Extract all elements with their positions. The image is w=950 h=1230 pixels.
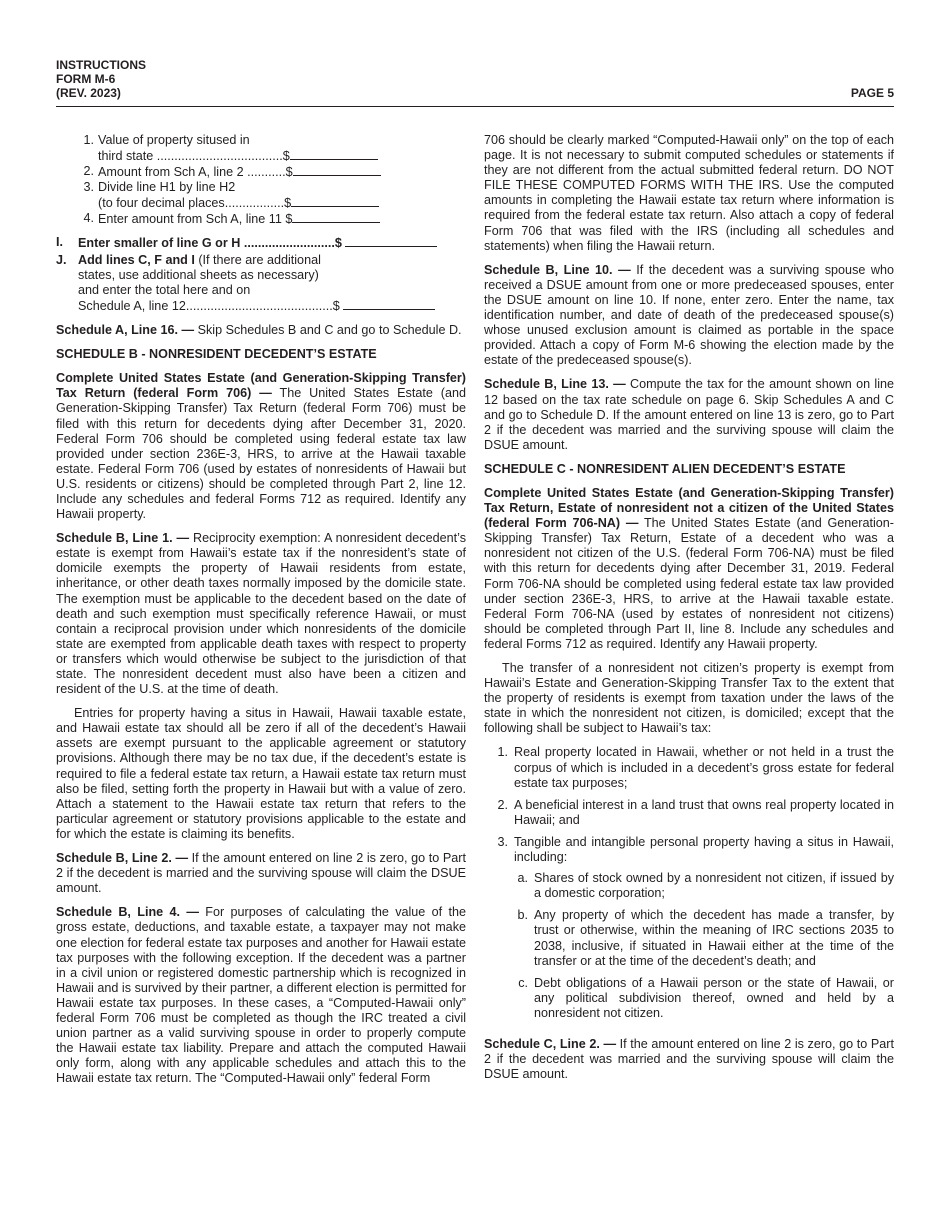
sched-a-line16 xyxy=(56,323,466,338)
line-i-blank[interactable] xyxy=(345,235,437,247)
line-j-blank[interactable] xyxy=(343,298,435,310)
line-h1-text xyxy=(98,133,466,164)
line-h-block xyxy=(56,133,466,228)
line-h1-blank[interactable] xyxy=(290,148,378,160)
sched-c-intro-head: Complete United States Estate (and Generation-Skipping Transfer) Tax Return, Estate of nonresident not a citizen of the United States (federal Form 706-NA) — xyxy=(484,485,894,531)
sched-a-line16-head: Schedule A, Line 16. — xyxy=(56,323,195,338)
line-i xyxy=(56,235,466,251)
list-item-text: Real property located in Hawaii, whether or not held in a trust the corpus of which is included in a decedent’s gross estate for federal estate tax purposes; xyxy=(514,745,894,790)
sched-c-line2-body: If the amount entered on line 2 is zero, go to Part 2 if the decedent was married and the surviving spouse will claim the DSUE amount. xyxy=(484,1036,894,1082)
line-h4-text xyxy=(98,211,466,227)
sched-b-line13-body: Compute the tax for the amount shown on line 12 based on the tax rate schedule on page 6. Skip Schedules A and C and go to Schedule D. If the amount entered on line 13 is zero, go to Part 2 if the decedent was married and the surviving spouse will claim the DSUE amount. xyxy=(484,377,895,452)
sub-list-item-text: Shares of stock owned by a nonresident not citizen, if issued by a domestic corporation; xyxy=(534,871,894,901)
sub-list-item-text: Any property of which the decedent has made a transfer, by trust or otherwise, within the meaning of IRC sections 2035 to 2038, inclusive, if situated in Hawaii either at the time of the transfer or at the time of the decedent’s death; and xyxy=(534,908,894,968)
taxable-property-list xyxy=(484,745,894,1028)
sched-b-line2-body: If the amount entered on line 2 is zero, go to Part 2 if the decedent is married and the surviving spouse will claim the DSUE amount. xyxy=(56,851,466,896)
line-h3 xyxy=(56,180,466,211)
sched-b-line13-head: Schedule B, Line 13. — xyxy=(484,377,626,392)
sched-b-intro xyxy=(56,371,466,522)
line-h3-text1: Divide line H1 by line H2 xyxy=(98,180,236,195)
sub-list-item xyxy=(514,976,894,1021)
sched-b-line4 xyxy=(56,905,466,1086)
line-h1-num: 1. xyxy=(83,133,94,147)
sub-list-item xyxy=(514,908,894,968)
header-divider xyxy=(56,106,894,107)
sub-list xyxy=(514,871,894,1028)
sched-b-line4-cont: 706 should be clearly marked “Computed-Hawaii only” on the top of each page. It is not necessary to submit computed schedules or statements if they are not different from the actual submitted federal return. DO NOT FILE THESE COMPUTED FORMS WITH THE IRS. Use the computed amounts in completing the Hawaii estate tax return where information is required from the federal estate tax return. Also attach a copy of federal Form 706 that was filed with the IRS (including all schedules and statements) when filing the Hawaii return. xyxy=(484,133,894,253)
sched-b-line4-body: For purposes of calculating the value of the gross estate, deductions, and taxable estate, a taxpayer may not make one election for federal estate tax purposes and another for Hawaii estate tax purposes with the following exception. If the decedent was a partner in a civil union or registered domestic partnership which is recognized in Hawaii and is survived by their partner, a different election is permitted for Hawaii estate tax purposes. In these cases, a “Computed-Hawaii only” federal Form 706 must be completed as though the IRC treated a civil union partner as a valid surviving spouse in order to properly compute the Hawaii estate tax liability. Prepare and attach the computed Hawaii only form, along with any applicable schedules and attach this to the Hawaii estate tax return. The “Computed-Hawaii only” federal Form xyxy=(56,905,466,1086)
line-i-text-wrap xyxy=(78,235,466,251)
line-i-label: I. xyxy=(56,234,63,249)
sched-b-intro-body: The United States Estate (and Generation-Skipping Transfer) Tax Return (federal Form 706) must be filed with this return for decedents dying after December 31, 2020. Federal Form 706 should be completed using federal estate tax law provided under section 236E-3, HRS, to arrive at the Hawaii taxable estate. Federal Form 706 (used by estates of nonresidents of Hawaii but U.S. residents or citizens) should be completed through Part 2, line 12. Include any schedules and federal Forms 712 as required. Identify any Hawaii property. xyxy=(56,386,466,522)
line-j-bold: Add lines C, F and I xyxy=(78,252,195,267)
list-item xyxy=(484,798,894,828)
line-i-text: Enter smaller of line G or H ..........................$ xyxy=(78,235,342,250)
sched-b-line1 xyxy=(56,531,466,697)
sched-c-intro xyxy=(484,486,894,652)
sched-b-line10-head: Schedule B, Line 10. — xyxy=(484,262,631,277)
line-j-text-wrap xyxy=(78,253,466,314)
line-h2-num: 2. xyxy=(83,164,94,179)
line-h3-text2: (to four decimal places.................$ xyxy=(98,196,292,211)
sched-b-line10-body: If the decedent was a surviving spouse who received a DSUE amount from one or more predeceased spouses, enter the DSUE amount on line 10. If none, enter zero. Enter the name, tax identification number, and date of death of the predeceased spouse(s) whose unused exclusion amount is claimed as portable in the space provided. Attach a copy of Form M-6 showing the election made by the estate of the predeceased spouse(s). xyxy=(484,262,894,368)
line-h2-text xyxy=(98,164,466,180)
sched-c-para2: The transfer of a nonresident not citizen’s property is exempt from Hawaii’s Estate and Generation-Skipping Transfer Tax to the extent that the property of residents is exempt from taxation under the laws of the state in which the nonresident not citizen, is domiciled; except that the following shall be subject to Hawaii’s tax: xyxy=(484,661,894,736)
sched-b-line2 xyxy=(56,851,466,896)
sub-list-item-text: Debt obligations of a Hawaii person or the state of Hawaii, or any political subdivision thereof, owned and held by a nonresident not citizen. xyxy=(534,975,894,1020)
line-j-text2: states, use additional sheets as necessary) xyxy=(78,267,319,282)
line-h4-num: 4. xyxy=(83,211,94,226)
line-h2-text1: Amount from Sch A, line 2 ...........$ xyxy=(98,165,293,180)
line-h3-blank[interactable] xyxy=(291,195,379,207)
right-column xyxy=(484,133,894,1091)
line-h3-num: 3. xyxy=(83,180,94,195)
sched-c-line2-head: Schedule C, Line 2. — xyxy=(484,1036,617,1051)
list-item-text: Tangible and intangible personal property having a situs in Hawaii, including: xyxy=(514,834,894,865)
sched-c-line2 xyxy=(484,1037,894,1082)
form-header xyxy=(56,58,146,100)
line-j-text4: Schedule A, line 12..........................................$ xyxy=(78,298,340,313)
line-h3-text xyxy=(98,180,466,211)
header-form: FORM M-6 xyxy=(56,72,116,86)
sub-list-item xyxy=(514,871,894,901)
list-item xyxy=(484,745,894,790)
line-h2-blank[interactable] xyxy=(293,164,381,176)
sched-b-line1-para2: Entries for property having a situs in Hawaii, Hawaii taxable estate, and Hawaii estate tax should all be zero if all of the decedent’s Hawaii assets are exempt pursuant to the applicable agreement or statutory provisions. Although there may be no tax due, if the decedent’s estate is required to file a federal estate tax return, a Hawaii estate tax return must also be filed, setting forth the property in Hawaii but with a value of zero. Attach a statement to the Hawaii estate tax return that refers to the particular agreement or statutory provisions applicable to the estate and for which the estate is claiming its benefits. xyxy=(56,706,466,841)
header-instructions: INSTRUCTIONS xyxy=(56,58,146,72)
line-h1 xyxy=(56,133,466,164)
sched-b-line10 xyxy=(484,263,894,369)
list-item-text: A beneficial interest in a land trust that owns real property located in Hawaii; and xyxy=(514,797,894,827)
line-h4 xyxy=(56,211,466,227)
sched-b-intro-head: Complete United States Estate (and Generation-Skipping Transfer) Tax Return (federal Form 706) — xyxy=(56,371,466,401)
sched-b-line13 xyxy=(484,377,894,452)
line-j-label: J. xyxy=(56,252,67,267)
sched-a-line16-body: Skip Schedules B and C and go to Schedule D. xyxy=(194,323,462,338)
list-item-num: 3. xyxy=(497,834,508,849)
line-j-text3: and enter the total here and on xyxy=(78,282,251,297)
sched-b-line1-body: Reciprocity exemption: A nonresident decedent’s estate is exempt from Hawaii’s estate tax if the nonresident’s state of domicile exempts the property of Hawaii residents from estate, inheritance, or other death taxes normally imposed by the domicile state. The exemption must be applicable to the decedent based on the date of death and such exemption must specifically reference Hawaii, or must contain a reciprocal provision under which nonresidents of the domicile state are exempted from applicable death taxes with respect to property or transfers which would otherwise be subject to the jurisdiction of that state. The nonresident decedent must also have been a citizen and resident of the U.S. at the time of death. xyxy=(56,531,466,697)
list-item-num: 1. xyxy=(497,745,508,760)
sub-list-item-num: a. xyxy=(517,871,528,886)
sched-c-intro-body: The United States Estate (and Generation-Skipping Transfer) Tax Return, Estate of a decedent who was a nonresident not citizen of the U.S. (federal Form 706-NA) must be filed with this return for decedents dying after December 31, 2019. Federal Form 706-NA should be completed using federal estate tax law provided under section 236E-3, HRS, to arrive at the Hawaii taxable estate. Federal Form 706-NA (used by estates of nonresident not citizens) should be completed through Part II, line 8. Include any schedules and federal Forms 712 as required. Identify any Hawaii property. xyxy=(484,516,894,651)
sub-list-item-num: b. xyxy=(517,908,528,923)
sub-list-item-num: c. xyxy=(518,975,528,990)
list-item-row xyxy=(484,835,894,865)
sched-b-line4-head: Schedule B, Line 4. — xyxy=(56,905,199,920)
line-j xyxy=(56,253,466,314)
schedule-c-title: SCHEDULE C - NONRESIDENT ALIEN DECEDENT’S ESTATE xyxy=(484,461,846,476)
line-h2 xyxy=(56,164,466,180)
line-h4-text1: Enter amount from Sch A, line 11 $ xyxy=(98,212,293,227)
list-item-num: 2. xyxy=(497,797,508,812)
left-column xyxy=(56,133,466,1095)
list-item xyxy=(484,835,894,1028)
sched-b-line1-head: Schedule B, Line 1. — xyxy=(56,531,190,546)
header-rev: (REV. 2023) xyxy=(56,86,121,100)
schedule-b-title: SCHEDULE B - NONRESIDENT DECEDENT’S ESTATE xyxy=(56,347,377,362)
line-h4-blank[interactable] xyxy=(292,211,380,223)
line-h1-text1: Value of property sitused in xyxy=(98,133,250,147)
line-j-text1: (If there are additional xyxy=(194,252,321,267)
line-h1-text2: third state ....................................$ xyxy=(98,149,290,164)
sched-b-line2-head: Schedule B, Line 2. — xyxy=(56,851,189,866)
page-number: PAGE 5 xyxy=(850,86,894,100)
